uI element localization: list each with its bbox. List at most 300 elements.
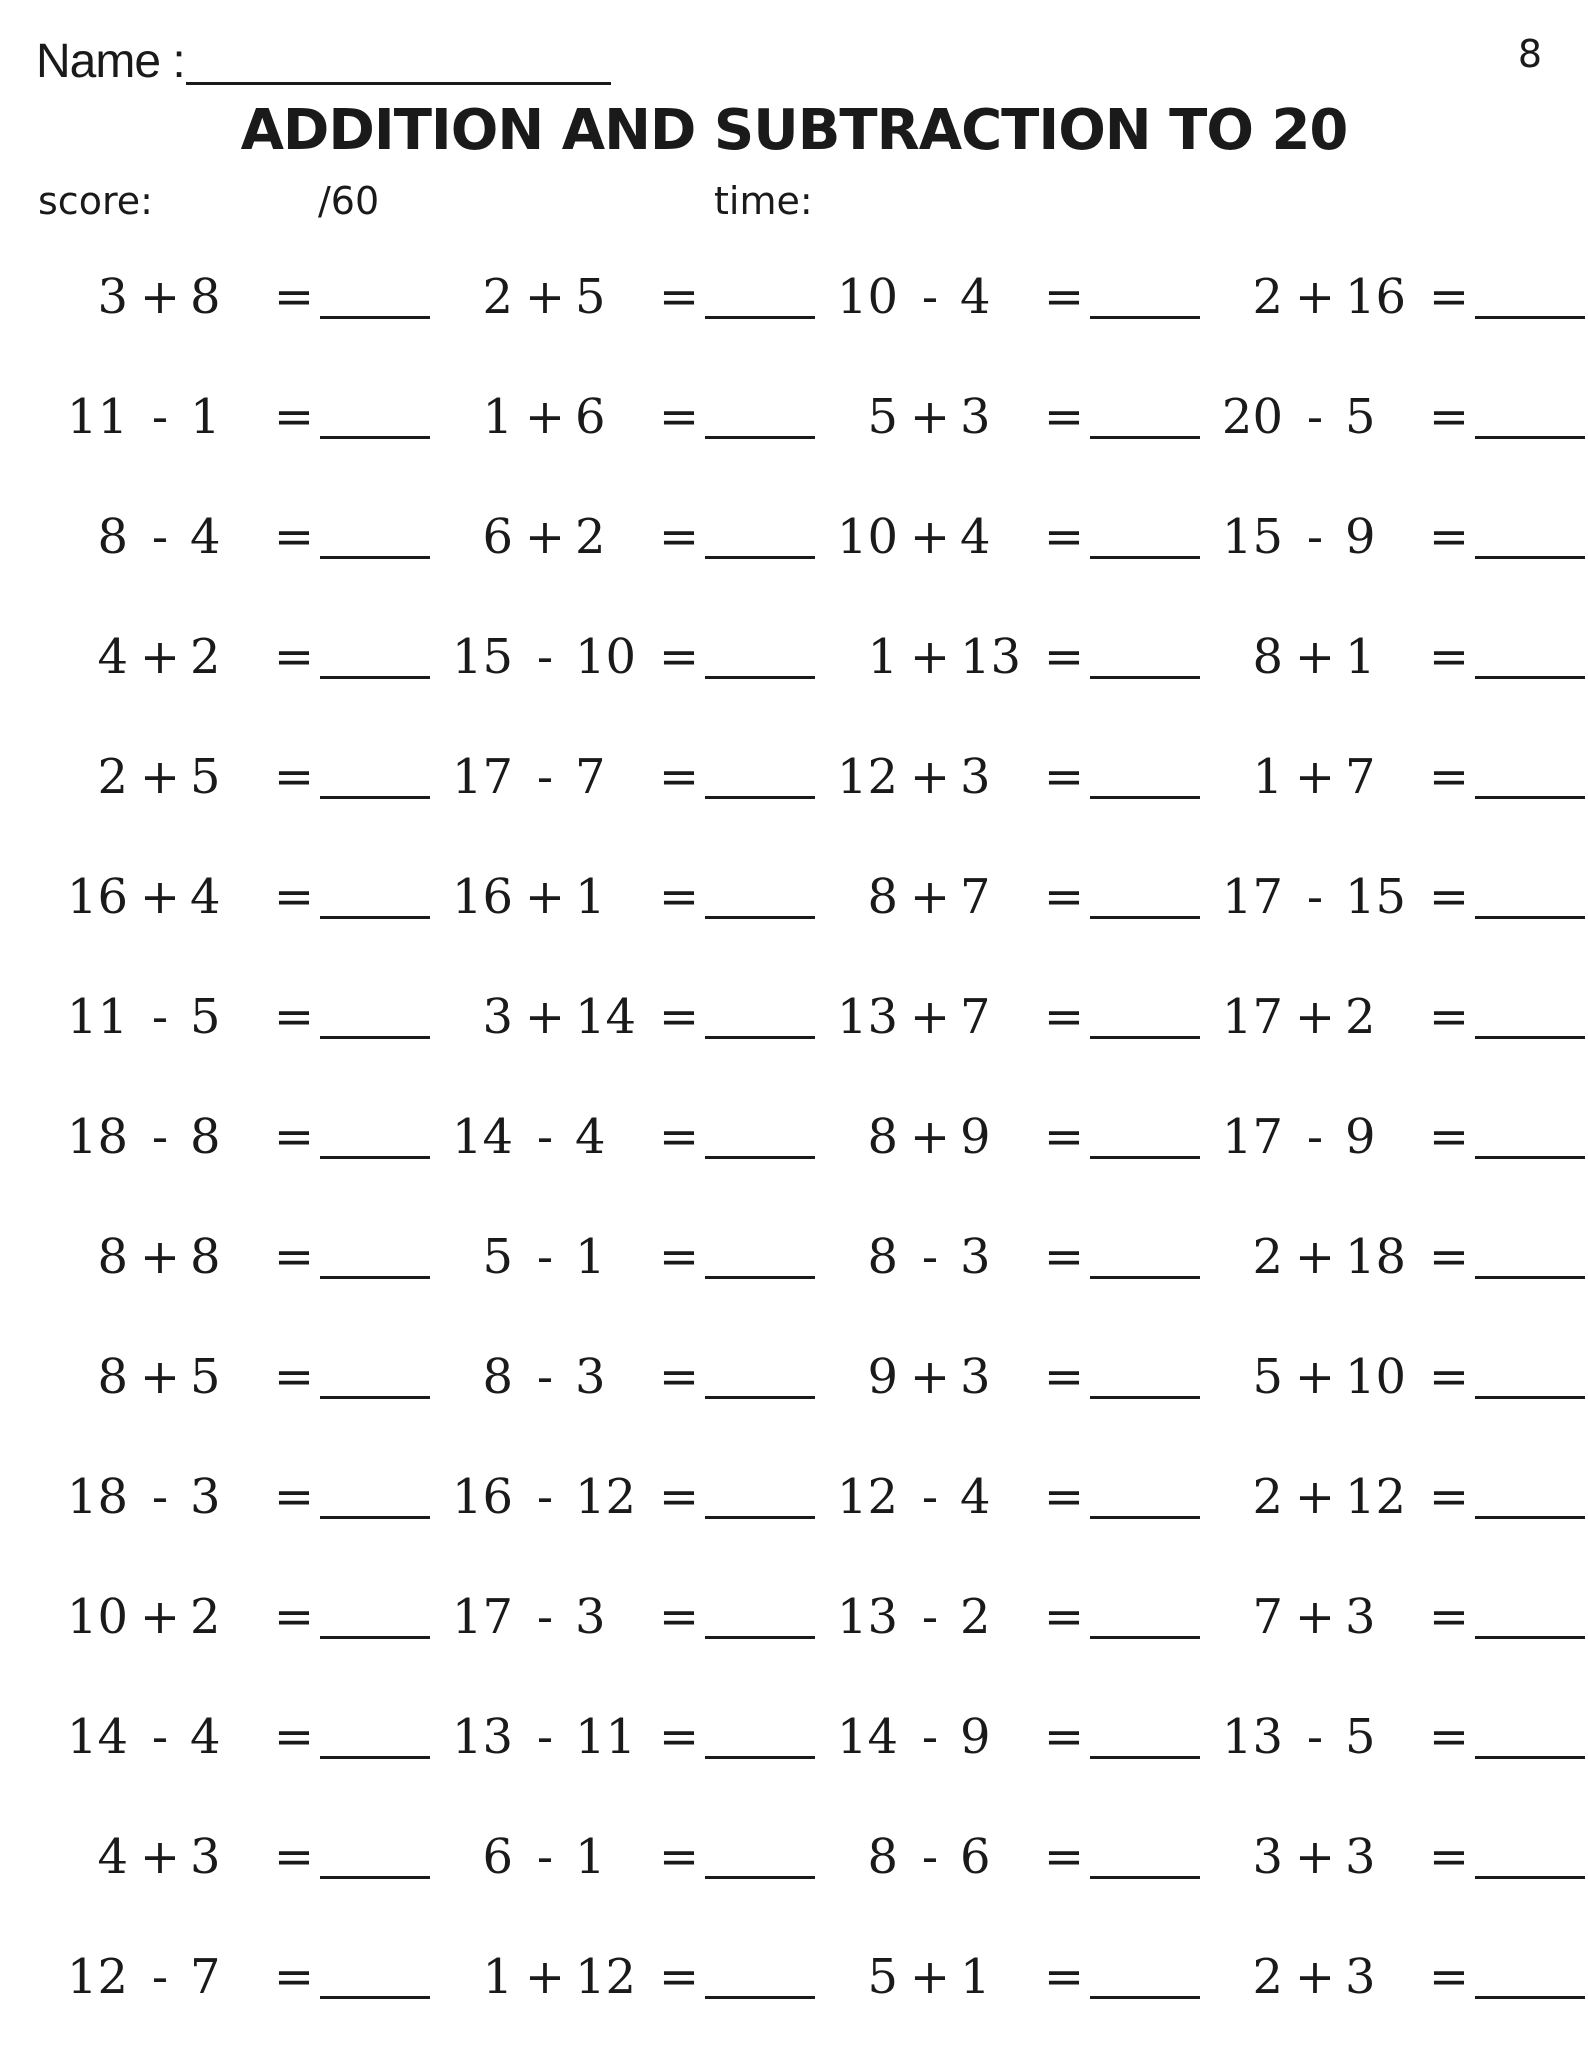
second-operand: 3 [1345, 1949, 1376, 2005]
second-operand: 2 [575, 509, 606, 565]
answer-blank[interactable] [320, 1876, 430, 1879]
answer-blank[interactable] [320, 1276, 430, 1279]
equals-sign: = [1043, 989, 1085, 1045]
first-operand: 17 [451, 749, 513, 805]
operator-sign: - [151, 1109, 169, 1165]
equals-sign: = [658, 629, 700, 685]
second-operand: 7 [960, 989, 991, 1045]
score-total: /60 [318, 179, 380, 223]
math-problem [1203, 1212, 1583, 1302]
operator-sign: - [921, 1829, 939, 1885]
math-problem [433, 1452, 813, 1542]
operator-sign: + [524, 869, 566, 925]
first-operand: 20 [1221, 389, 1283, 445]
first-operand: 1 [867, 629, 898, 685]
answer-blank[interactable] [320, 1756, 430, 1759]
second-operand: 7 [1345, 749, 1376, 805]
first-operand: 17 [451, 1589, 513, 1645]
answer-blank[interactable] [1090, 556, 1200, 559]
operator-sign: - [921, 1589, 939, 1645]
operator-sign: + [139, 1829, 181, 1885]
problem-row [0, 1332, 1588, 1422]
equals-sign: = [273, 1949, 315, 2005]
operator-sign: - [151, 1709, 169, 1765]
answer-blank[interactable] [1475, 1516, 1585, 1519]
answer-blank[interactable] [1090, 1516, 1200, 1519]
answer-blank[interactable] [1475, 1156, 1585, 1159]
first-operand: 3 [97, 269, 128, 325]
equals-sign: = [1428, 269, 1470, 325]
second-operand: 3 [960, 1349, 991, 1405]
math-problem [433, 372, 813, 462]
problem-row [0, 372, 1588, 462]
first-operand: 7 [1252, 1589, 1283, 1645]
first-operand: 8 [97, 1349, 128, 1405]
first-operand: 18 [66, 1469, 128, 1525]
math-problem [48, 1332, 428, 1422]
math-problem [818, 1572, 1198, 1662]
operator-sign: - [536, 1709, 554, 1765]
math-problem [433, 1692, 813, 1782]
first-operand: 8 [1252, 629, 1283, 685]
first-operand: 5 [1252, 1349, 1283, 1405]
page-number: 8 [1517, 32, 1542, 76]
second-operand: 1 [575, 869, 606, 925]
operator-sign: - [151, 1469, 169, 1525]
time-label: time: [714, 179, 813, 223]
answer-blank[interactable] [320, 1156, 430, 1159]
equals-sign: = [273, 509, 315, 565]
math-problem [433, 852, 813, 942]
math-problem [48, 1572, 428, 1662]
operator-sign: + [1294, 1829, 1336, 1885]
second-operand: 6 [960, 1829, 991, 1885]
answer-blank[interactable] [705, 676, 815, 679]
second-operand: 12 [575, 1949, 637, 2005]
answer-blank[interactable] [1475, 1756, 1585, 1759]
operator-sign: - [151, 509, 169, 565]
math-problem [818, 492, 1198, 582]
second-operand: 14 [575, 989, 637, 1045]
operator-sign: - [536, 1229, 554, 1285]
operator-sign: - [536, 629, 554, 685]
first-operand: 14 [836, 1709, 898, 1765]
math-problem [1203, 1812, 1583, 1902]
math-problem [433, 252, 813, 342]
second-operand: 5 [190, 1349, 221, 1405]
second-operand: 8 [190, 269, 221, 325]
operator-sign: - [536, 1469, 554, 1525]
math-problem [1203, 732, 1583, 822]
operator-sign: + [524, 989, 566, 1045]
operator-sign: - [1306, 1709, 1324, 1765]
answer-blank[interactable] [1090, 916, 1200, 919]
answer-blank[interactable] [705, 1876, 815, 1879]
second-operand: 7 [960, 869, 991, 925]
equals-sign: = [1428, 989, 1470, 1045]
problem-row [0, 252, 1588, 342]
problem-row [0, 1812, 1588, 1902]
second-operand: 4 [190, 509, 221, 565]
answer-blank[interactable] [1090, 1276, 1200, 1279]
answer-blank[interactable] [1090, 1996, 1200, 1999]
answer-blank[interactable] [1090, 316, 1200, 319]
first-operand: 17 [1221, 1109, 1283, 1165]
equals-sign: = [658, 1589, 700, 1645]
second-operand: 8 [190, 1229, 221, 1285]
equals-sign: = [658, 989, 700, 1045]
equals-sign: = [1043, 1829, 1085, 1885]
answer-blank[interactable] [1475, 436, 1585, 439]
answer-blank[interactable] [1475, 1996, 1585, 1999]
equals-sign: = [1043, 269, 1085, 325]
worksheet-title: ADDITION AND SUBTRACTION TO 20 [240, 98, 1348, 163]
answer-blank[interactable] [320, 1996, 430, 1999]
math-problem [48, 612, 428, 702]
operator-sign: + [139, 629, 181, 685]
math-problem [48, 972, 428, 1062]
first-operand: 8 [867, 1829, 898, 1885]
equals-sign: = [1428, 389, 1470, 445]
math-problem [48, 372, 428, 462]
first-operand: 8 [867, 869, 898, 925]
math-problem [1203, 372, 1583, 462]
second-operand: 12 [1345, 1469, 1407, 1525]
second-operand: 1 [190, 389, 221, 445]
first-operand: 2 [1252, 1229, 1283, 1285]
first-operand: 17 [1221, 869, 1283, 925]
operator-sign: - [1306, 869, 1324, 925]
problem-row [0, 612, 1588, 702]
math-problem [1203, 1332, 1583, 1422]
answer-blank[interactable] [705, 436, 815, 439]
operator-sign: + [909, 509, 951, 565]
answer-blank[interactable] [705, 1756, 815, 1759]
math-problem [433, 732, 813, 822]
first-operand: 6 [482, 509, 513, 565]
math-problem [433, 612, 813, 702]
first-operand: 5 [867, 1949, 898, 2005]
operator-sign: + [1294, 1229, 1336, 1285]
second-operand: 5 [1345, 389, 1376, 445]
equals-sign: = [273, 629, 315, 685]
equals-sign: = [1043, 1709, 1085, 1765]
equals-sign: = [273, 1229, 315, 1285]
second-operand: 4 [190, 1709, 221, 1765]
math-problem [48, 852, 428, 942]
answer-blank[interactable] [320, 1396, 430, 1399]
first-operand: 3 [1252, 1829, 1283, 1885]
first-operand: 2 [482, 269, 513, 325]
answer-blank[interactable] [705, 1156, 815, 1159]
equals-sign: = [658, 749, 700, 805]
math-problem [433, 1932, 813, 2022]
equals-sign: = [1428, 1349, 1470, 1405]
first-operand: 18 [66, 1109, 128, 1165]
operator-sign: + [909, 869, 951, 925]
math-problem [433, 1332, 813, 1422]
answer-blank[interactable] [320, 316, 430, 319]
answer-blank[interactable] [1090, 1156, 1200, 1159]
math-problem [818, 972, 1198, 1062]
second-operand: 9 [960, 1109, 991, 1165]
second-operand: 10 [575, 629, 637, 685]
second-operand: 4 [190, 869, 221, 925]
equals-sign: = [1043, 389, 1085, 445]
first-operand: 13 [836, 1589, 898, 1645]
operator-sign: + [524, 1949, 566, 2005]
answer-blank[interactable] [1475, 316, 1585, 319]
second-operand: 1 [1345, 629, 1376, 685]
equals-sign: = [658, 1229, 700, 1285]
problem-row [0, 1092, 1588, 1182]
math-problem [48, 1812, 428, 1902]
math-problem [818, 1812, 1198, 1902]
operator-sign: + [524, 389, 566, 445]
second-operand: 1 [575, 1229, 606, 1285]
second-operand: 3 [960, 1229, 991, 1285]
second-operand: 1 [575, 1829, 606, 1885]
math-problem [1203, 492, 1583, 582]
answer-blank[interactable] [1090, 1396, 1200, 1399]
equals-sign: = [1043, 1229, 1085, 1285]
equals-sign: = [1043, 1109, 1085, 1165]
math-problem [818, 252, 1198, 342]
problem-row [0, 972, 1588, 1062]
first-operand: 13 [836, 989, 898, 1045]
first-operand: 1 [482, 389, 513, 445]
second-operand: 7 [575, 749, 606, 805]
answer-blank[interactable] [705, 1276, 815, 1279]
operator-sign: + [1294, 749, 1336, 805]
answer-blank[interactable] [1475, 1276, 1585, 1279]
answer-blank[interactable] [1475, 1036, 1585, 1039]
problem-row [0, 1932, 1588, 2022]
equals-sign: = [1428, 629, 1470, 685]
first-operand: 8 [867, 1109, 898, 1165]
operator-sign: - [1306, 389, 1324, 445]
math-problem [818, 1332, 1198, 1422]
first-operand: 15 [451, 629, 513, 685]
answer-blank[interactable] [1090, 1876, 1200, 1879]
first-operand: 8 [97, 509, 128, 565]
math-problem [48, 1932, 428, 2022]
math-problem [818, 852, 1198, 942]
operator-sign: + [524, 509, 566, 565]
math-problem [1203, 1092, 1583, 1182]
second-operand: 5 [575, 269, 606, 325]
answer-blank[interactable] [320, 676, 430, 679]
equals-sign: = [1428, 509, 1470, 565]
math-problem [433, 1812, 813, 1902]
second-operand: 4 [960, 269, 991, 325]
score-label: score: [38, 179, 153, 223]
equals-sign: = [1428, 1589, 1470, 1645]
operator-sign: + [909, 749, 951, 805]
operator-sign: + [909, 389, 951, 445]
equals-sign: = [1043, 1469, 1085, 1525]
answer-blank[interactable] [1475, 796, 1585, 799]
equals-sign: = [1043, 1589, 1085, 1645]
first-operand: 10 [836, 509, 898, 565]
second-operand: 3 [575, 1589, 606, 1645]
first-operand: 8 [482, 1349, 513, 1405]
name-input-line[interactable] [186, 82, 611, 85]
equals-sign: = [658, 1949, 700, 2005]
second-operand: 12 [575, 1469, 637, 1525]
second-operand: 3 [190, 1469, 221, 1525]
operator-sign: + [1294, 1469, 1336, 1525]
first-operand: 17 [1221, 989, 1283, 1045]
first-operand: 5 [482, 1229, 513, 1285]
first-operand: 10 [836, 269, 898, 325]
equals-sign: = [1043, 869, 1085, 925]
answer-blank[interactable] [320, 916, 430, 919]
answer-blank[interactable] [320, 1636, 430, 1639]
answer-blank[interactable] [320, 556, 430, 559]
equals-sign: = [658, 389, 700, 445]
answer-blank[interactable] [1475, 1636, 1585, 1639]
math-problem [48, 252, 428, 342]
equals-sign: = [658, 869, 700, 925]
operator-sign: - [921, 1469, 939, 1525]
math-problem [433, 1212, 813, 1302]
math-problem [48, 1452, 428, 1542]
answer-blank[interactable] [1475, 1876, 1585, 1879]
answer-blank[interactable] [1090, 1756, 1200, 1759]
equals-sign: = [1428, 1109, 1470, 1165]
equals-sign: = [273, 989, 315, 1045]
second-operand: 9 [1345, 509, 1376, 565]
operator-sign: + [139, 749, 181, 805]
answer-blank[interactable] [705, 916, 815, 919]
answer-blank[interactable] [1475, 916, 1585, 919]
first-operand: 15 [1221, 509, 1283, 565]
second-operand: 2 [960, 1589, 991, 1645]
math-problem [1203, 612, 1583, 702]
equals-sign: = [1043, 1949, 1085, 2005]
answer-blank[interactable] [705, 556, 815, 559]
answer-blank[interactable] [320, 1516, 430, 1519]
equals-sign: = [273, 1589, 315, 1645]
math-problem [1203, 1572, 1583, 1662]
first-operand: 2 [1252, 1949, 1283, 2005]
math-problem [48, 1212, 428, 1302]
first-operand: 1 [1252, 749, 1283, 805]
math-problem [818, 1932, 1198, 2022]
name-label: Name : [36, 35, 185, 88]
first-operand: 8 [867, 1229, 898, 1285]
operator-sign: - [921, 1229, 939, 1285]
second-operand: 4 [960, 509, 991, 565]
second-operand: 9 [960, 1709, 991, 1765]
second-operand: 3 [1345, 1829, 1376, 1885]
second-operand: 1 [960, 1949, 991, 2005]
second-operand: 5 [190, 749, 221, 805]
first-operand: 14 [451, 1109, 513, 1165]
equals-sign: = [273, 269, 315, 325]
second-operand: 5 [1345, 1709, 1376, 1765]
first-operand: 3 [482, 989, 513, 1045]
math-problem [48, 1692, 428, 1782]
equals-sign: = [658, 1349, 700, 1405]
operator-sign: + [909, 1109, 951, 1165]
first-operand: 6 [482, 1829, 513, 1885]
math-problem [818, 1692, 1198, 1782]
equals-sign: = [1428, 1709, 1470, 1765]
answer-blank[interactable] [1090, 676, 1200, 679]
equals-sign: = [273, 389, 315, 445]
answer-blank[interactable] [705, 796, 815, 799]
math-problem [48, 492, 428, 582]
operator-sign: - [151, 389, 169, 445]
operator-sign: + [1294, 989, 1336, 1045]
first-operand: 14 [66, 1709, 128, 1765]
operator-sign: + [1294, 1949, 1336, 2005]
equals-sign: = [273, 1469, 315, 1525]
first-operand: 1 [482, 1949, 513, 2005]
second-operand: 3 [1345, 1589, 1376, 1645]
answer-blank[interactable] [1090, 436, 1200, 439]
answer-blank[interactable] [705, 1516, 815, 1519]
operator-sign: - [921, 1709, 939, 1765]
math-problem [818, 1212, 1198, 1302]
answer-blank[interactable] [1090, 796, 1200, 799]
operator-sign: + [909, 1949, 951, 2005]
first-operand: 8 [97, 1229, 128, 1285]
answer-blank[interactable] [705, 1996, 815, 1999]
operator-sign: - [536, 1829, 554, 1885]
equals-sign: = [273, 1709, 315, 1765]
equals-sign: = [1428, 1469, 1470, 1525]
operator-sign: + [1294, 629, 1336, 685]
answer-blank[interactable] [320, 1036, 430, 1039]
equals-sign: = [658, 1109, 700, 1165]
answer-blank[interactable] [320, 436, 430, 439]
operator-sign: + [1294, 1589, 1336, 1645]
answer-blank[interactable] [1475, 676, 1585, 679]
problem-row [0, 732, 1588, 822]
first-operand: 2 [1252, 1469, 1283, 1525]
operator-sign: - [536, 1349, 554, 1405]
first-operand: 4 [97, 629, 128, 685]
operator-sign: + [909, 1349, 951, 1405]
answer-blank[interactable] [705, 1396, 815, 1399]
first-operand: 2 [97, 749, 128, 805]
operator-sign: + [139, 1349, 181, 1405]
operator-sign: + [139, 269, 181, 325]
equals-sign: = [1428, 869, 1470, 925]
first-operand: 12 [836, 1469, 898, 1525]
second-operand: 10 [1345, 1349, 1407, 1405]
answer-blank[interactable] [320, 796, 430, 799]
second-operand: 2 [190, 629, 221, 685]
answer-blank[interactable] [1475, 1396, 1585, 1399]
answer-blank[interactable] [1090, 1036, 1200, 1039]
math-problem [1203, 852, 1583, 942]
operator-sign: - [1306, 509, 1324, 565]
answer-blank[interactable] [705, 1036, 815, 1039]
equals-sign: = [1043, 509, 1085, 565]
first-operand: 2 [1252, 269, 1283, 325]
equals-sign: = [658, 509, 700, 565]
answer-blank[interactable] [1475, 556, 1585, 559]
problem-row [0, 1692, 1588, 1782]
answer-blank[interactable] [705, 316, 815, 319]
answer-blank[interactable] [1090, 1636, 1200, 1639]
answer-blank[interactable] [705, 1636, 815, 1639]
operator-sign: + [1294, 1349, 1336, 1405]
